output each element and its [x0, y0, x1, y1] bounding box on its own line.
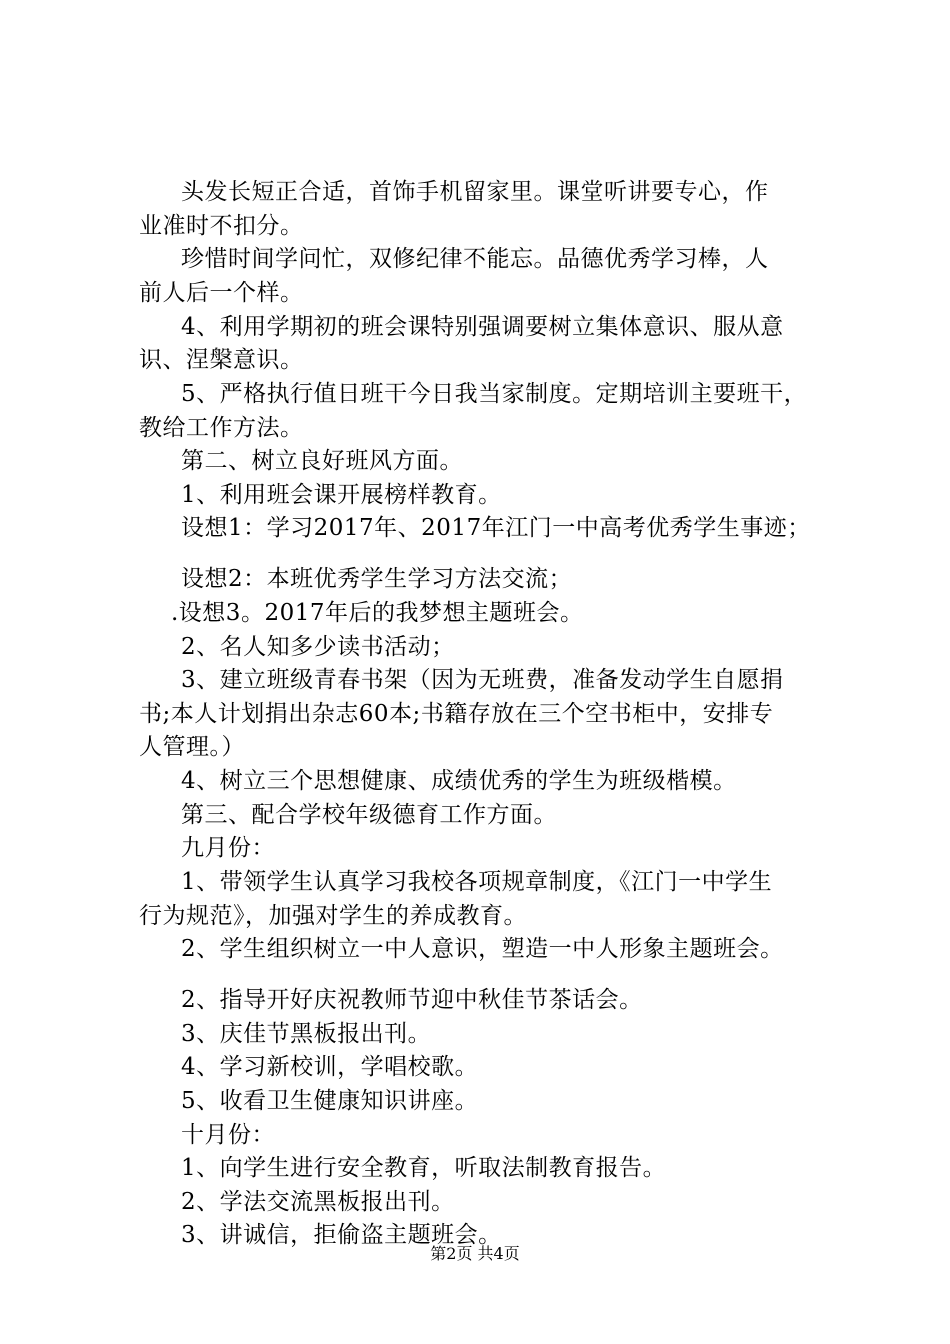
text-line: 设想2：本班优秀学生学习方法交流；: [181, 566, 573, 592]
text-line: 书;本人计划捐出杂志60本;书籍存放在三个空书柜中，安排专: [139, 701, 774, 727]
text-line: 九月份：: [181, 835, 275, 861]
page-number-footer: 第2页 共4页: [430, 1244, 520, 1263]
text-line: 行为规范》，加强对学生的养成教育。: [139, 903, 527, 929]
text-line: 设想1：学习2017年、2017年江门一中高考优秀学生事迹；: [181, 515, 811, 541]
text-line: 2、名人知多少读书活动；: [181, 634, 455, 660]
text-line: 5、收看卫生健康知识讲座。: [181, 1088, 479, 1114]
text-line: 第三、配合学校年级德育工作方面。: [181, 802, 557, 828]
text-line: 识、涅槃意识。: [139, 347, 304, 373]
text-line: 头发长短正合适，首饰手机留家里。课堂听讲要专心，作: [181, 179, 769, 205]
text-line: 4、利用学期初的班会课特别强调要树立集体意识、服从意: [181, 314, 784, 340]
text-line: 珍惜时间学问忙，双修纪律不能忘。品德优秀学习棒，人: [181, 246, 769, 272]
text-line: 业准时不扣分。: [139, 213, 304, 239]
text-line: 前人后一个样。: [139, 280, 304, 306]
text-line: 4、树立三个思想健康、成绩优秀的学生为班级楷模。: [181, 768, 737, 794]
text-line: 4、学习新校训，学唱校歌。: [181, 1054, 479, 1080]
text-line: 教给工作方法。: [139, 415, 304, 441]
text-line: 2、学法交流黑板报出刊。: [181, 1189, 455, 1215]
text-line: 人管理。）: [139, 734, 245, 760]
text-line: 十月份：: [181, 1122, 275, 1148]
text-line: 1、带领学生认真学习我校各项规章制度，《江门一中学生: [181, 869, 773, 895]
text-line: 3、庆佳节黑板报出刊。: [181, 1021, 432, 1047]
text-line: 2、学生组织树立一中人意识，塑造一中人形象主题班会。: [181, 936, 784, 962]
text-line: 5、严格执行值日班干今日我当家制度。定期培训主要班干，: [181, 381, 808, 407]
text-line: 2、指导开好庆祝教师节迎中秋佳节茶话会。: [181, 987, 643, 1013]
text-line: 3、建立班级青春书架（因为无班费，准备发动学生自愿捐: [181, 667, 784, 693]
text-line: 第二、树立良好班风方面。: [181, 448, 463, 474]
text-line: 1、向学生进行安全教育，听取法制教育报告。: [181, 1155, 667, 1181]
text-line: .设想3。2017年后的我梦想主题班会。: [171, 600, 584, 626]
text-line: 1、利用班会课开展榜样教育。: [181, 482, 502, 508]
text-line: 3、讲诚信，拒偷盗主题班会。: [181, 1222, 502, 1248]
